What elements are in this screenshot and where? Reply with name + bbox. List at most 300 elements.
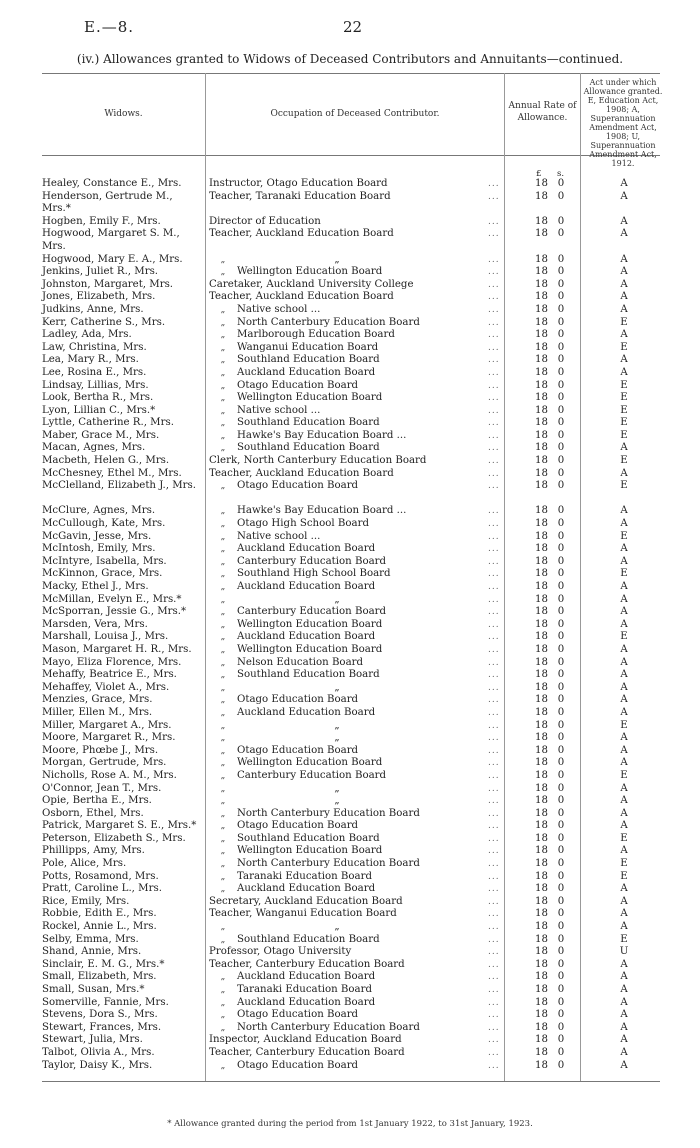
occupation-text: Otago Education Board xyxy=(237,480,359,492)
table-row xyxy=(0,279,700,292)
table-row xyxy=(0,367,700,380)
occupation-text: Teacher, Auckland Education Board xyxy=(209,228,394,240)
table-row xyxy=(0,959,700,972)
leader-dots: ... xyxy=(488,720,500,731)
ditto-mark: „ xyxy=(220,254,226,265)
occupation-text: Otago High School Board xyxy=(237,518,369,530)
leader-dots: ... xyxy=(488,594,500,605)
occupation-cell xyxy=(209,266,504,279)
ditto-mark: „ xyxy=(220,418,226,429)
widow-name: Pole, Alice, Mrs. xyxy=(42,858,127,870)
ditto-mark: „ xyxy=(220,430,226,441)
widow-name: McIntyre, Isabella, Mrs. xyxy=(42,555,167,567)
widow-name: Stewart, Frances, Mrs. xyxy=(42,1021,162,1033)
occupation-cell xyxy=(209,518,504,531)
occupation-text: „ xyxy=(334,795,340,807)
occupation-cell xyxy=(209,342,504,355)
leader-dots: ... xyxy=(488,582,500,592)
act-code: E xyxy=(620,858,628,870)
widow-name: Mehaffy, Beatrice E., Mrs. xyxy=(42,669,177,681)
allowance-pounds: 18 xyxy=(535,996,548,1008)
widow-name: Small, Susan, Mrs.* xyxy=(42,984,145,995)
act-code: E xyxy=(620,404,628,416)
widow-name: Rockel, Annie L., Mrs. xyxy=(42,921,157,933)
table-row xyxy=(0,216,700,229)
occupation-text: Professor, Otago University xyxy=(209,946,352,958)
occupation-cell xyxy=(209,669,504,682)
occupation-text: Wanganui Education Board xyxy=(237,341,379,353)
allowance-pounds: 18 xyxy=(535,467,548,479)
widow-name: Henderson, Gertrude M., Mrs.* xyxy=(42,190,173,215)
act-code: A xyxy=(620,593,628,605)
occupation-text: Taranaki Education Board xyxy=(237,984,372,995)
act-code: A xyxy=(620,278,628,290)
allowance-pounds: 18 xyxy=(535,933,548,945)
allowance-pounds: 18 xyxy=(535,958,548,970)
act-code: A xyxy=(620,984,628,995)
occupation-cell xyxy=(209,455,504,468)
table-row xyxy=(0,354,700,367)
widow-name: McIntosh, Emily, Mrs. xyxy=(42,543,156,555)
leader-dots: ... xyxy=(488,972,500,983)
table-row xyxy=(0,883,700,896)
table-row xyxy=(0,266,700,279)
widow-name: Lyon, Lillian C., Mrs.* xyxy=(42,404,156,416)
allowance-shillings: 0 xyxy=(557,581,565,592)
table-row xyxy=(0,329,700,342)
widow-name: Opie, Bertha E., Mrs. xyxy=(42,795,152,807)
widow-name: Osborn, Ethel, Mrs. xyxy=(42,807,144,819)
widow-name: Marsden, Vera, Mrs. xyxy=(42,618,148,630)
act-code: E xyxy=(620,568,628,580)
widow-name: Robbie, Edith E., Mrs. xyxy=(42,908,157,920)
occupation-cell xyxy=(209,531,504,544)
widow-name: Potts, Rosamond, Mrs. xyxy=(42,870,159,882)
occupation-text: „ xyxy=(334,921,340,933)
leader-dots: ... xyxy=(488,1047,500,1058)
allowance-shillings: 0 xyxy=(557,732,565,744)
allowance-pounds: 18 xyxy=(535,266,548,278)
widow-name: Judkins, Anne, Mrs. xyxy=(42,303,144,315)
occupation-text: Native school ... xyxy=(237,303,321,315)
occupation-text: Wellington Education Board xyxy=(237,392,383,404)
ditto-mark: „ xyxy=(220,569,226,580)
widow-name: Taylor, Daisy K., Mrs. xyxy=(42,1059,153,1071)
ditto-mark: „ xyxy=(220,443,226,454)
occupation-cell xyxy=(209,820,504,833)
act-code: A xyxy=(620,845,628,857)
table-row xyxy=(0,795,700,808)
widow-name: Mehaffey, Violet A., Mrs. xyxy=(42,681,170,693)
act-code: A xyxy=(620,606,628,618)
ditto-mark: „ xyxy=(220,267,226,278)
widow-name: McClelland, Elizabeth J., Mrs. xyxy=(42,480,196,492)
allowance-pounds: 18 xyxy=(535,921,548,933)
allowance-pounds: 18 xyxy=(535,971,548,983)
pounds-unit: £ xyxy=(536,169,542,179)
leader-dots: ... xyxy=(488,468,500,479)
occupation-text: Southland Education Board xyxy=(237,442,380,454)
header-bottom-rule xyxy=(42,155,660,156)
table-caption: (iv.) Allowances granted to Widows of Deceased Contributors and Annuitants—continued. xyxy=(76,52,624,66)
occupation-cell xyxy=(209,858,504,871)
occupation-cell xyxy=(209,430,504,443)
allowance-shillings: 0 xyxy=(557,266,565,278)
widow-name: McGavin, Jesse, Mrs. xyxy=(42,530,152,542)
act-code: E xyxy=(620,392,628,404)
leader-dots: ... xyxy=(488,191,500,202)
occupation-cell xyxy=(209,1009,504,1022)
table-row xyxy=(0,871,700,884)
allowance-pounds: 18 xyxy=(535,190,548,202)
table-row xyxy=(0,178,700,191)
leader-dots: ... xyxy=(488,833,500,844)
widow-name: Lyttle, Catherine R., Mrs. xyxy=(42,417,174,429)
occupation-cell xyxy=(209,997,504,1010)
leader-dots: ... xyxy=(488,846,500,857)
act-code: A xyxy=(620,1034,628,1046)
occupation-text: Canterbury Education Board xyxy=(237,606,387,618)
table-row xyxy=(0,191,700,216)
allowance-shillings: 0 xyxy=(557,366,565,378)
occupation-cell xyxy=(209,329,504,342)
table-row xyxy=(0,505,700,518)
act-code: A xyxy=(620,215,628,227)
ditto-mark: „ xyxy=(220,733,226,744)
widow-name: Lee, Rosina E., Mrs. xyxy=(42,366,147,378)
occupation-text: Otago Education Board xyxy=(237,744,359,756)
widow-name: Sinclair, E. M. G., Mrs.* xyxy=(42,958,165,970)
act-code: A xyxy=(620,543,628,555)
act-code: A xyxy=(620,807,628,819)
widow-name: Marshall, Louisa J., Mrs. xyxy=(42,631,169,643)
ditto-mark: „ xyxy=(220,632,226,643)
leader-dots: ... xyxy=(488,682,500,693)
leader-dots: ... xyxy=(488,947,500,958)
occupation-cell xyxy=(209,921,504,934)
table-row xyxy=(0,606,700,619)
table-row xyxy=(0,858,700,871)
leader-dots: ... xyxy=(488,1022,500,1033)
leader-dots: ... xyxy=(488,569,500,580)
occupation-text: Wellington Education Board xyxy=(237,643,383,655)
leader-dots: ... xyxy=(488,695,500,706)
occupation-cell xyxy=(209,720,504,733)
ditto-mark: „ xyxy=(220,1022,226,1033)
allowance-pounds: 18 xyxy=(535,215,548,227)
allowance-shillings: 0 xyxy=(557,858,565,870)
allowance-pounds: 18 xyxy=(535,555,548,567)
ditto-mark: „ xyxy=(220,481,226,492)
table-row xyxy=(0,619,700,632)
table-row xyxy=(0,896,700,909)
leader-dots: ... xyxy=(488,1010,500,1021)
allowance-pounds: 18 xyxy=(535,518,548,530)
allowance-pounds: 18 xyxy=(535,832,548,844)
act-code: A xyxy=(620,1021,628,1033)
occupation-cell xyxy=(209,707,504,720)
act-code: A xyxy=(620,996,628,1008)
allowance-pounds: 18 xyxy=(535,392,548,404)
allowance-shillings: 0 xyxy=(557,329,565,341)
occupation-text: Auckland Education Board xyxy=(237,543,376,555)
allowance-pounds: 18 xyxy=(535,845,548,857)
occupation-cell xyxy=(209,984,504,997)
table-row xyxy=(0,770,700,783)
act-code: A xyxy=(620,253,628,265)
allowance-pounds: 18 xyxy=(535,253,548,265)
allowance-shillings: 0 xyxy=(557,946,565,958)
widow-name: Moore, Phœbe J., Mrs. xyxy=(42,744,159,756)
table-row xyxy=(0,342,700,355)
allowance-shillings: 0 xyxy=(557,681,565,693)
allowance-pounds: 18 xyxy=(535,1046,548,1058)
ditto-mark: „ xyxy=(220,859,226,870)
table-row xyxy=(0,808,700,821)
table-bottom-rule xyxy=(42,1081,660,1082)
widow-name: Phillipps, Amy, Mrs. xyxy=(42,845,145,857)
table-row xyxy=(0,531,700,544)
occupation-text: Auckland Education Board xyxy=(237,706,376,718)
act-code: A xyxy=(620,732,628,744)
widow-name: Stevens, Dora S., Mrs. xyxy=(42,1009,158,1021)
act-code: A xyxy=(620,518,628,530)
ditto-mark: „ xyxy=(220,720,226,731)
occupation-cell xyxy=(209,657,504,670)
occupation-cell xyxy=(209,871,504,884)
leader-dots: ... xyxy=(488,821,500,832)
allowance-pounds: 18 xyxy=(535,769,548,781)
ditto-mark: „ xyxy=(220,506,226,517)
widow-name: Stewart, Julia, Mrs. xyxy=(42,1034,143,1046)
table-row xyxy=(0,946,700,959)
allowance-shillings: 0 xyxy=(557,316,565,328)
allowance-shillings: 0 xyxy=(557,555,565,567)
act-code: E xyxy=(620,832,628,844)
allowance-shillings: 0 xyxy=(557,178,565,189)
allowance-pounds: 18 xyxy=(535,908,548,920)
allowance-pounds: 18 xyxy=(535,757,548,769)
act-code: A xyxy=(620,366,628,378)
ditto-mark: „ xyxy=(220,985,226,995)
occupation-text: Auckland Education Board xyxy=(237,366,376,378)
allowance-pounds: 18 xyxy=(535,593,548,605)
leader-dots: ... xyxy=(488,229,500,240)
allowance-shillings: 0 xyxy=(557,480,565,492)
table-row xyxy=(0,984,700,997)
act-code: E xyxy=(620,417,628,429)
occupation-text: Teacher, Canterbury Education Board xyxy=(209,1046,405,1058)
table-row xyxy=(0,669,700,682)
occupation-cell xyxy=(209,783,504,796)
allowance-pounds: 18 xyxy=(535,643,548,655)
leader-dots: ... xyxy=(488,783,500,794)
table-row xyxy=(0,1060,700,1073)
act-code: A xyxy=(620,958,628,970)
ditto-mark: „ xyxy=(220,821,226,832)
allowance-pounds: 18 xyxy=(535,404,548,416)
occupation-cell xyxy=(209,317,504,330)
allowance-pounds: 18 xyxy=(535,366,548,378)
leader-dots: ... xyxy=(488,531,500,542)
allowance-pounds: 18 xyxy=(535,694,548,706)
allowance-pounds: 18 xyxy=(535,581,548,592)
table-row xyxy=(0,254,700,267)
allowance-pounds: 18 xyxy=(535,1009,548,1021)
allowance-pounds: 18 xyxy=(535,480,548,492)
leader-dots: ... xyxy=(488,216,500,227)
allowance-pounds: 18 xyxy=(535,341,548,353)
occupation-cell xyxy=(209,581,504,594)
allowance-shillings: 0 xyxy=(557,543,565,555)
header-act: Act under which Allowance granted. E, Education Act, 1908; A, Superannuation Amendment Act, 1908; U, Superannuation Amendment Act, 1912. xyxy=(583,78,663,168)
occupation-cell xyxy=(209,732,504,745)
occupation-cell xyxy=(209,934,504,947)
occupation-cell xyxy=(209,1022,504,1035)
act-code: A xyxy=(620,354,628,366)
widow-name: McCullough, Kate, Mrs. xyxy=(42,518,166,530)
widow-name: McChesney, Ethel M., Mrs. xyxy=(42,467,182,479)
occupation-text: Director of Education xyxy=(209,215,321,227)
leader-dots: ... xyxy=(488,607,500,618)
table-row xyxy=(0,594,700,607)
allowance-shillings: 0 xyxy=(557,1021,565,1033)
occupation-text: North Canterbury Education Board xyxy=(237,1021,420,1033)
occupation-cell xyxy=(209,354,504,367)
allowance-shillings: 0 xyxy=(557,518,565,530)
leader-dots: ... xyxy=(488,871,500,882)
occupation-text: Teacher, Canterbury Education Board xyxy=(209,958,405,970)
act-code: E xyxy=(620,769,628,781)
allowance-pounds: 18 xyxy=(535,1059,548,1071)
ditto-mark: „ xyxy=(220,884,226,895)
table-row xyxy=(0,631,700,644)
allowance-pounds: 18 xyxy=(535,429,548,441)
ditto-mark: „ xyxy=(220,770,226,781)
occupation-cell xyxy=(209,304,504,317)
allowance-pounds: 18 xyxy=(535,442,548,454)
widow-name: Law, Christina, Mrs. xyxy=(42,341,147,353)
occupation-text: Wellington Education Board xyxy=(237,618,383,630)
occupation-text: „ xyxy=(334,253,340,265)
widow-name: Maber, Grace M., Mrs. xyxy=(42,429,160,441)
act-code: E xyxy=(620,933,628,945)
table-row xyxy=(0,1022,700,1035)
act-code: E xyxy=(620,341,628,353)
occupation-cell xyxy=(209,757,504,770)
act-code: A xyxy=(620,555,628,567)
allowance-shillings: 0 xyxy=(557,883,565,895)
occupation-text: Wellington Education Board xyxy=(237,757,383,769)
occupation-text: Wellington Education Board xyxy=(237,266,383,278)
occupation-text: North Canterbury Education Board xyxy=(237,807,420,819)
table-row xyxy=(0,833,700,846)
ditto-mark: „ xyxy=(220,355,226,366)
leader-dots: ... xyxy=(488,506,500,517)
leader-dots: ... xyxy=(488,770,500,781)
act-code: A xyxy=(620,883,628,895)
occupation-text: „ xyxy=(334,719,340,731)
occupation-cell xyxy=(209,442,504,455)
allowance-shillings: 0 xyxy=(557,795,565,807)
leader-dots: ... xyxy=(488,292,500,303)
allowance-pounds: 18 xyxy=(535,782,548,794)
leader-dots: ... xyxy=(488,619,500,630)
act-code: A xyxy=(620,795,628,807)
occupation-text: Teacher, Auckland Education Board xyxy=(209,291,394,303)
table-row xyxy=(0,442,700,455)
table-row xyxy=(0,417,700,430)
table-row xyxy=(0,845,700,858)
allowance-pounds: 18 xyxy=(535,316,548,328)
table-row xyxy=(0,518,700,531)
occupation-cell xyxy=(209,556,504,569)
table-row xyxy=(0,657,700,670)
act-code: A xyxy=(620,643,628,655)
widow-name: Macbeth, Helen G., Mrs. xyxy=(42,455,170,467)
allowance-shillings: 0 xyxy=(557,291,565,303)
ditto-mark: „ xyxy=(220,393,226,404)
occupation-cell xyxy=(209,833,504,846)
occupation-text: „ xyxy=(334,593,340,605)
leader-dots: ... xyxy=(488,179,500,189)
widow-name: Hogwood, Mary E. A., Mrs. xyxy=(42,253,183,265)
leader-dots: ... xyxy=(488,859,500,870)
widow-name: Selby, Emma, Mrs. xyxy=(42,933,139,945)
ditto-mark: „ xyxy=(220,682,226,693)
widow-name: Johnston, Margaret, Mrs. xyxy=(42,278,174,290)
table-row xyxy=(0,304,700,317)
leader-dots: ... xyxy=(488,330,500,341)
allowance-shillings: 0 xyxy=(557,215,565,227)
ditto-mark: „ xyxy=(220,745,226,756)
table-row xyxy=(0,921,700,934)
table-row xyxy=(0,430,700,443)
leader-dots: ... xyxy=(488,909,500,920)
table-row xyxy=(0,1047,700,1060)
occupation-cell xyxy=(209,770,504,783)
leader-dots: ... xyxy=(488,304,500,315)
table-row xyxy=(0,568,700,581)
allowance-pounds: 18 xyxy=(535,631,548,643)
occupation-cell xyxy=(209,568,504,581)
act-code: A xyxy=(620,744,628,756)
allowance-shillings: 0 xyxy=(557,908,565,920)
ditto-mark: „ xyxy=(220,1010,226,1021)
table-row xyxy=(0,392,700,405)
allowance-shillings: 0 xyxy=(557,606,565,618)
leader-dots: ... xyxy=(488,632,500,643)
leader-dots: ... xyxy=(488,519,500,530)
act-code: A xyxy=(620,581,628,592)
occupation-text: Wellington Education Board xyxy=(237,845,383,857)
leader-dots: ... xyxy=(488,657,500,668)
allowance-shillings: 0 xyxy=(557,669,565,681)
act-code: A xyxy=(620,467,628,479)
table-row xyxy=(0,757,700,770)
allowance-shillings: 0 xyxy=(557,832,565,844)
allowance-pounds: 18 xyxy=(535,417,548,429)
act-code: E xyxy=(620,530,628,542)
ditto-mark: „ xyxy=(220,304,226,315)
act-code: E xyxy=(620,870,628,882)
leader-dots: ... xyxy=(488,393,500,404)
widow-name: Ladley, Ada, Mrs. xyxy=(42,329,132,341)
occupation-cell xyxy=(209,543,504,556)
allowance-pounds: 18 xyxy=(535,858,548,870)
widow-name: O'Connor, Jean T., Mrs. xyxy=(42,782,162,794)
occupation-text: Nelson Education Board xyxy=(237,656,364,668)
